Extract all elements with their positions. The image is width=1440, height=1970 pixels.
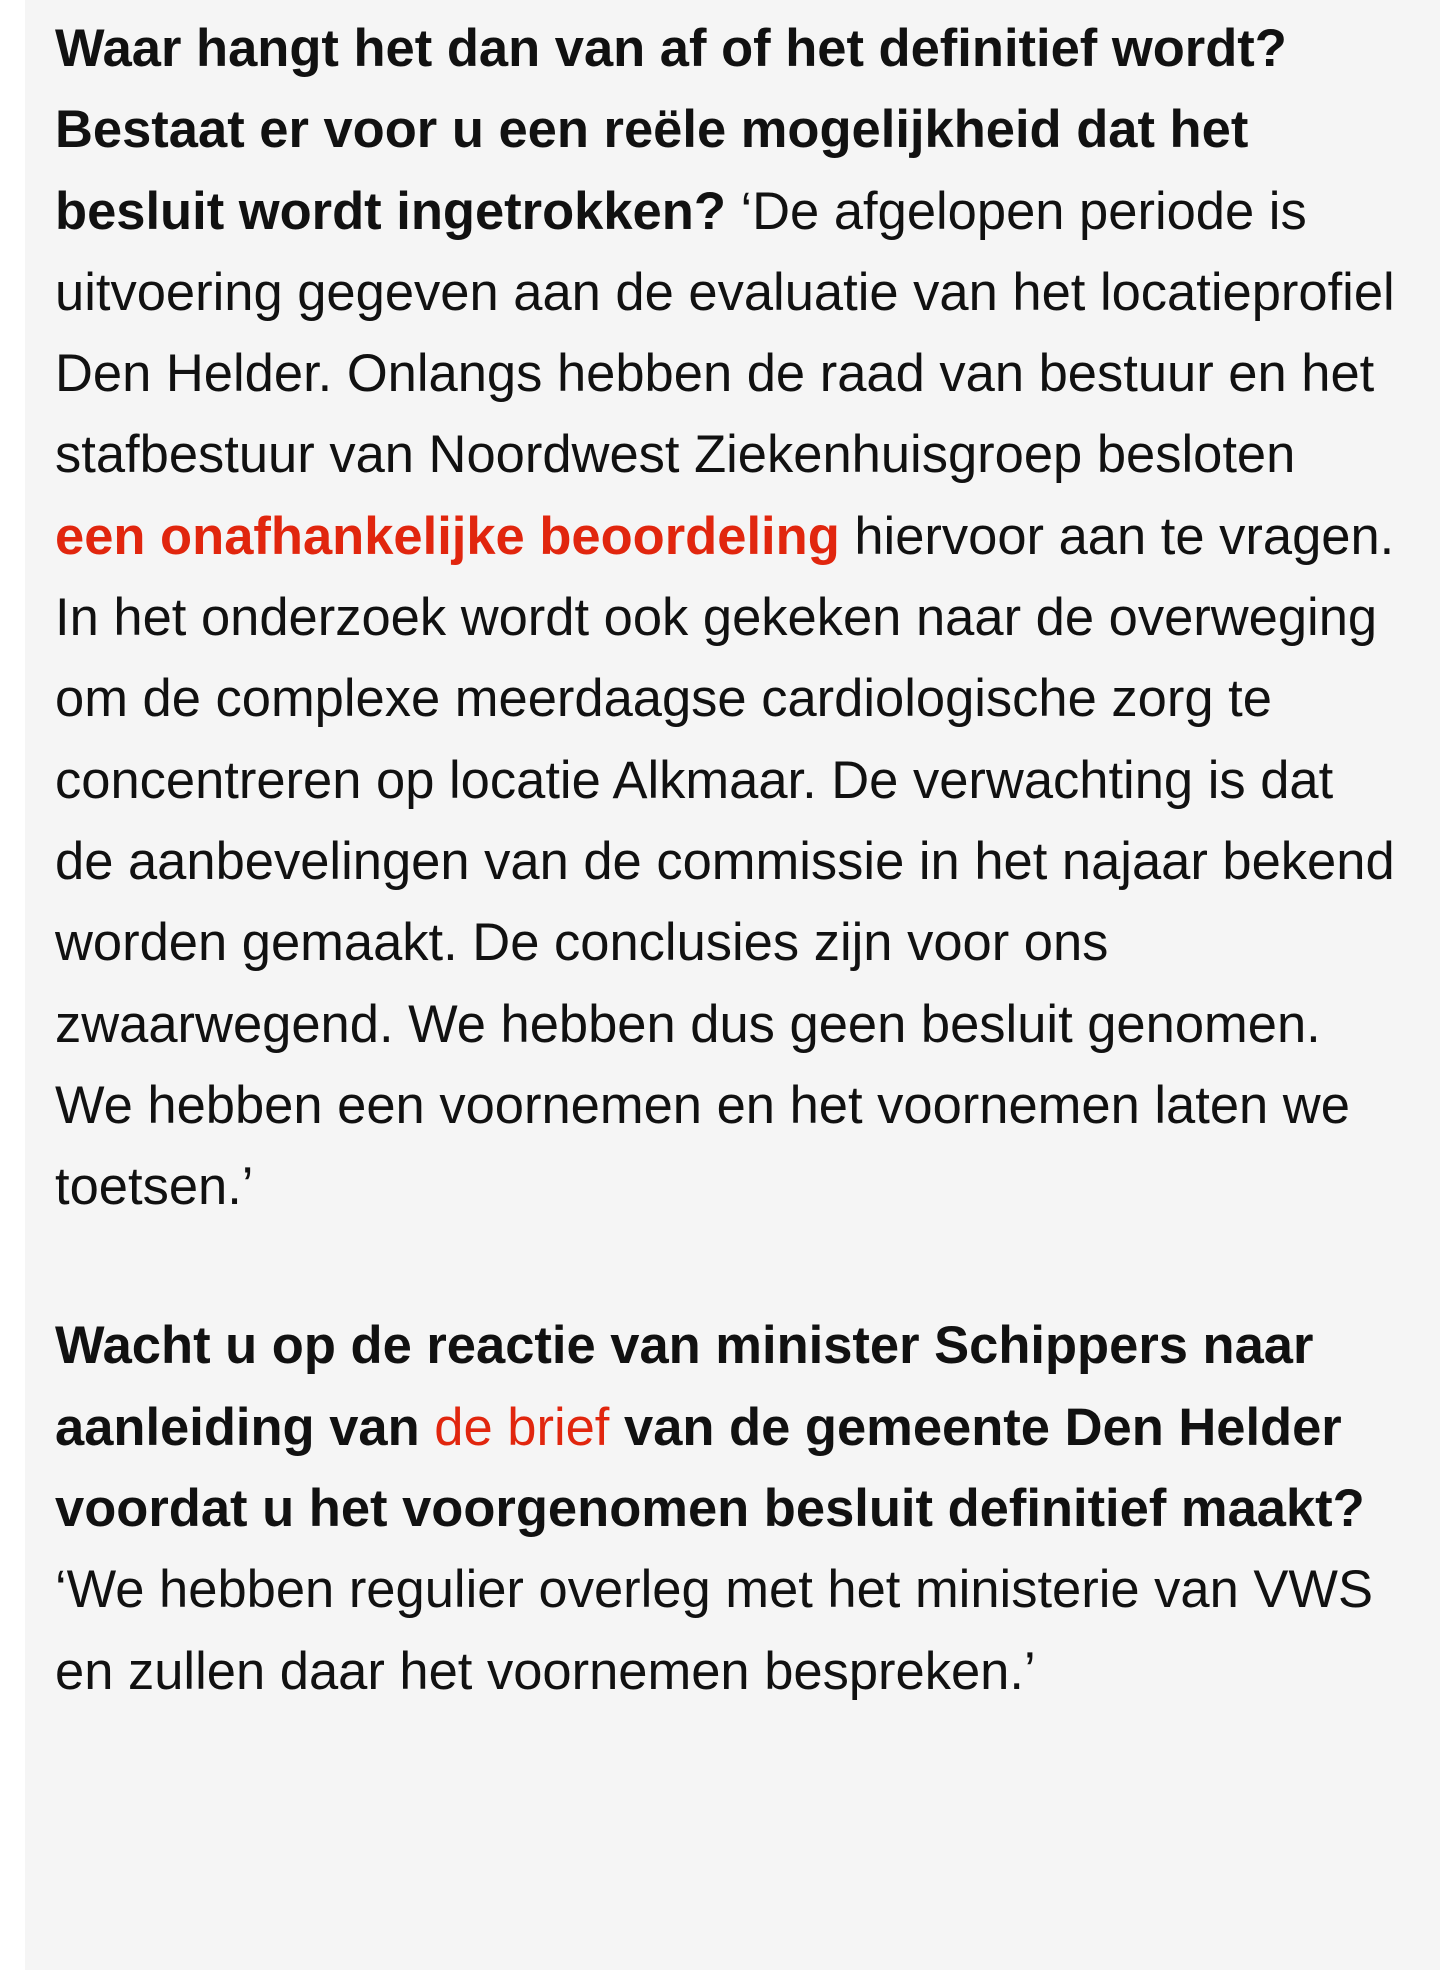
interview-answer-1-end: hiervoor aan te vragen. In het onderzoek wordt ook gekeken naar de overweging om de complexe meerdaagse cardiologische zorg te concentreren op locatie Alkmaar. De verwachting is dat de aanbevelingen van de commissie in het najaar bekend worden gemaakt. De conclusies zijn voor ons zwaarwegend. We hebben dus geen besluit genomen. We hebben een voornemen en het voornemen laten we toetsen.’ bbox=[55, 506, 1395, 1217]
letter-link[interactable]: de brief bbox=[434, 1397, 610, 1457]
interview-question-1: Waar hangt het dan van af of het definitief wordt? Bestaat er voor u een reële mogelijkheid dat het besluit wordt ingetrokken? bbox=[55, 19, 1287, 241]
article-body bbox=[25, 0, 1440, 1970]
interview-question-2 bbox=[55, 1316, 1365, 1538]
interview-question-2-end: van de gemeente Den Helder voordat u het voorgenomen besluit definitief maakt? bbox=[55, 1397, 1365, 1539]
independent-assessment-link[interactable]: een onafhankelijke beoordeling bbox=[55, 506, 840, 566]
qa-paragraph-1 bbox=[55, 8, 1400, 1227]
interview-answer-1-start: ‘De afgelopen periode is uitvoering gegeven aan de evaluatie van het locatieprofiel Den Helder. Onlangs hebben de raad van bestuur en het stafbestuur van Noordwest Ziekenhuisgroep besloten bbox=[55, 181, 1395, 485]
qa-paragraph-2 bbox=[55, 1305, 1400, 1711]
interview-answer-2: ‘We hebben regulier overleg met het ministerie van VWS en zullen daar het voornemen bespreken.’ bbox=[55, 1560, 1373, 1701]
interview-question-2-start: Wacht u op de reactie van minister Schippers naar aanleiding van bbox=[55, 1316, 1314, 1457]
